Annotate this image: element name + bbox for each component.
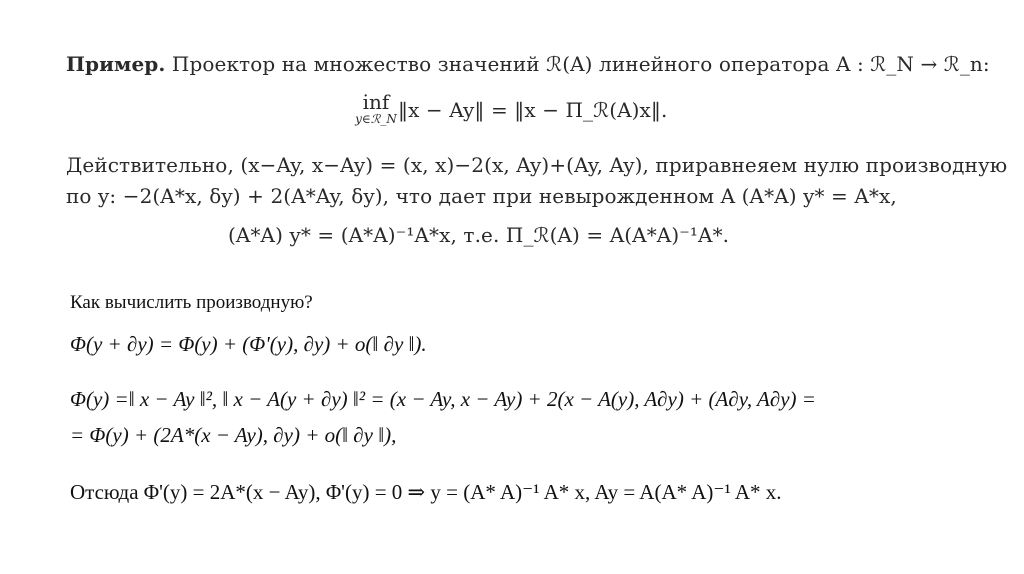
example-line [66, 52, 990, 76]
derivative-question: Как вычислить производную? [70, 292, 313, 313]
inf-operator-block [346, 92, 406, 126]
inf-operator: inf [362, 90, 390, 114]
explanation-line-3: (A*A) y* = (A*A)⁻¹A*x, т.е. Π_ℛ(A) = A(A*A)⁻¹A*. [228, 223, 730, 247]
explanation-line-1: Действительно, (x−Ay, x−Ay) = (x, x)−2(x, Ay)+(Ay, Ay), приравнеяем нулю производную [66, 153, 1008, 177]
inf-formula-body: ‖x − Ay‖ = ‖x − Π_ℛ(A)x‖. [398, 98, 668, 122]
example-text: Проектор на множество значений ℛ(A) линейного оператора A : ℛ_N → ℛ_n: [171, 52, 990, 76]
explanation-line-2: по y: −2(A*x, δy) + 2(A*Ay, δy), что дает при невырожденном A (A*A) y* = A*x, [66, 184, 897, 208]
formula-derivative-definition: Φ(y + ∂y) = Φ(y) + (Φ'(y), ∂y) + o(‖ ∂y ‖). [70, 332, 427, 356]
example-title: Пример. [66, 52, 166, 76]
formula-norm-expansion: Φ(y) =‖ x − Ay ‖², ‖ x − A(y + ∂y) ‖² = (x − Ay, x − Ay) + 2(x − A(y), A∂y) + (A∂y, A∂y) = [70, 387, 816, 411]
inf-subscript: y∈ℛ_N [355, 112, 397, 126]
formula-norm-result: = Φ(y) + (2A*(x − Ay), ∂y) + o(‖ ∂y ‖), [70, 423, 397, 447]
conclusion-line: Отсюда Φ'(y) = 2A*(x − Ay), Φ'(y) = 0 ⇒ y = (A* A)⁻¹ A* x, Ay = A(A* A)⁻¹ A* x. [70, 480, 782, 504]
